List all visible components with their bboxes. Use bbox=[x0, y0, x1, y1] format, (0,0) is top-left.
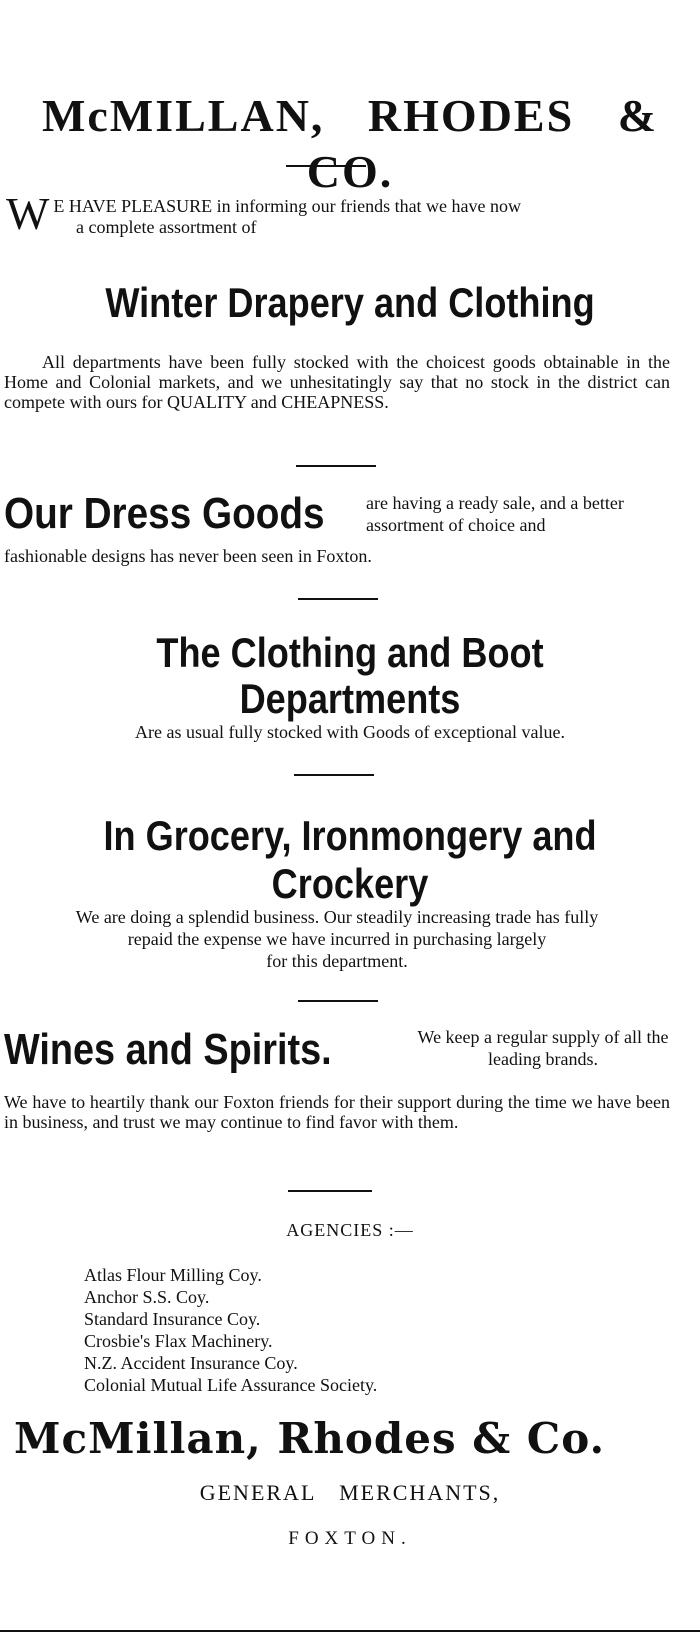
divider-rule bbox=[298, 598, 378, 600]
wines-side-text: We keep a regular supply of all the leading brands. bbox=[417, 1027, 669, 1069]
agency-list bbox=[84, 1264, 377, 1396]
divider-rule bbox=[286, 165, 366, 167]
dress-section bbox=[4, 489, 674, 538]
divider-rule bbox=[298, 1000, 378, 1002]
winter-heading: Winter Drapery and Clothing bbox=[105, 279, 595, 326]
thanks-paragraph: We have to heartily thank our Foxton friends for their support during the time we have been in business, and trust we may continue to find favor with them. bbox=[4, 1092, 670, 1132]
list-item: Crosbie's Flax Machinery. bbox=[84, 1331, 273, 1351]
dress-heading: Our Dress Goods bbox=[4, 489, 325, 538]
divider-rule bbox=[294, 774, 374, 776]
divider-rule bbox=[296, 465, 376, 467]
wines-section bbox=[4, 1026, 674, 1074]
dress-rest-text: fashionable designs has never been seen in Foxton. bbox=[4, 546, 372, 566]
grocery-heading: In Grocery, Ironmongery and Crockery bbox=[103, 812, 597, 907]
footer-title: McMillan, Rhodes & Co. bbox=[14, 1414, 606, 1463]
clothing-body: Are as usual fully stocked with Goods of exceptional value. bbox=[135, 722, 565, 742]
winter-body: All departments have been fully stocked with the choicest goods obtainable in the Home and Colonial markets, and we unhesitatingly say that no stock in the district can compete with ours for QUALITY and CHEAPNESS. bbox=[4, 352, 670, 412]
footer-subtitle: GENERAL MERCHANTS, bbox=[199, 1480, 501, 1505]
wines-heading: Wines and Spirits. bbox=[4, 1025, 332, 1074]
footer-location: FOXTON. bbox=[288, 1528, 412, 1549]
agencies-heading: AGENCIES :— bbox=[286, 1220, 414, 1240]
grocery-line-1: We are doing a splendid business. Our steadily increasing trade has fully bbox=[75, 907, 599, 927]
intro-paragraph bbox=[6, 188, 676, 239]
clothing-heading: The Clothing and Boot Departments bbox=[156, 629, 544, 722]
list-item: N.Z. Accident Insurance Coy. bbox=[84, 1353, 298, 1373]
header-title: McMILLAN, RHODES & CO. bbox=[41, 90, 659, 197]
list-item: Standard Insurance Coy. bbox=[84, 1309, 261, 1329]
intro-line-1: E HAVE PLEASURE in informing our friends that we have now bbox=[53, 196, 522, 216]
list-item: Anchor S.S. Coy. bbox=[84, 1287, 210, 1307]
bottom-border bbox=[0, 1630, 700, 1632]
list-item: Colonial Mutual Life Assurance Society. bbox=[84, 1375, 378, 1395]
drop-cap: W bbox=[6, 188, 50, 239]
list-item: Atlas Flour Milling Coy. bbox=[84, 1265, 262, 1285]
dress-side-text: are having a ready sale, and a better assortment of choice and bbox=[366, 493, 624, 535]
intro-line-2: a complete assortment of bbox=[76, 217, 257, 237]
grocery-body bbox=[4, 906, 670, 972]
grocery-line-3: for this department. bbox=[266, 951, 408, 971]
grocery-line-2: repaid the expense we have incurred in purchasing largely bbox=[127, 929, 547, 949]
divider-rule bbox=[288, 1190, 372, 1192]
